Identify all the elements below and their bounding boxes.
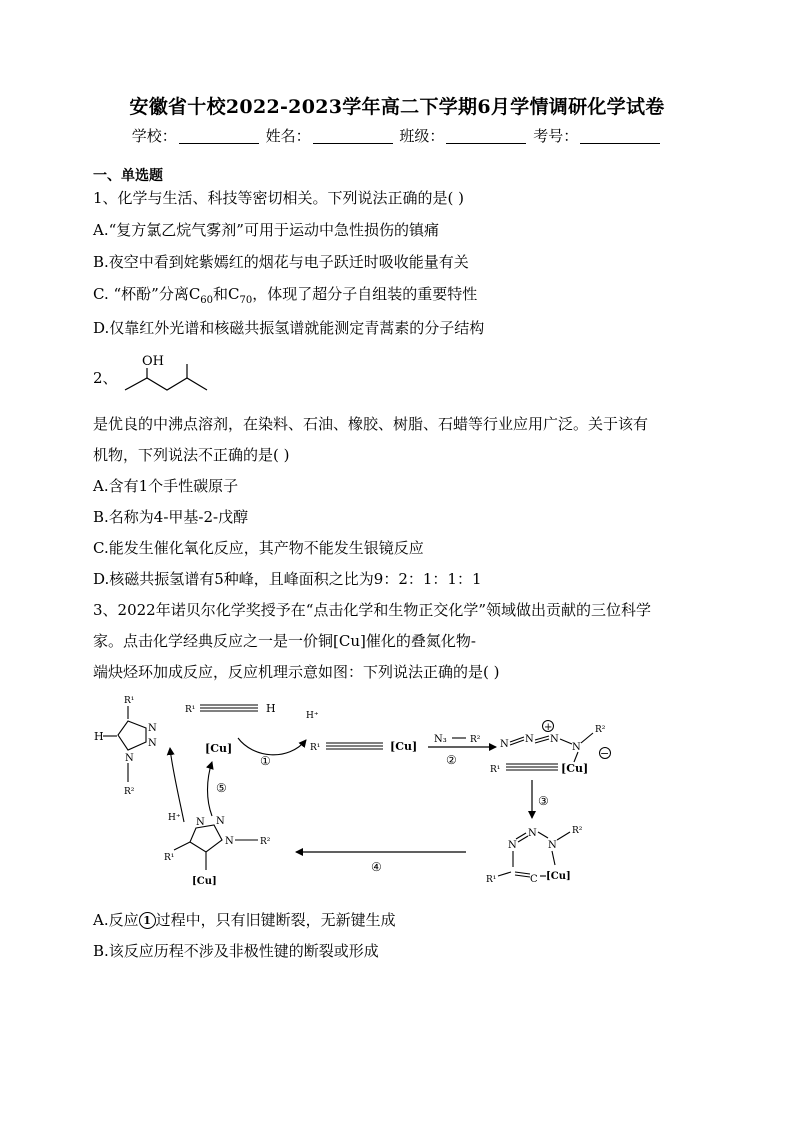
product-triazole <box>94 696 157 797</box>
q2-option-d: D.核磁共振氢谱有5种峰，且峰面积之比为9：2：1：1：1 <box>93 570 482 588</box>
q1-option-a: A.“复方氯乙烷气雾剂”可用于运动中急性损伤的镇痛 <box>93 221 439 239</box>
complex-cu-label: [Cu] <box>561 762 589 775</box>
step2-n3-label: N₃ <box>434 734 447 745</box>
complex-r2-label: R² <box>595 725 606 735</box>
q2-skeletal-structure <box>115 350 225 400</box>
q2-carbon-chain <box>125 378 207 390</box>
triazolide-r1-label: R¹ <box>164 853 175 863</box>
metallacycle-n-2: N <box>528 828 537 839</box>
complex-n-3: N <box>550 734 559 745</box>
product-r2-label: R² <box>124 787 135 797</box>
q2-option-a: A.含有1个手性碳原子 <box>93 477 239 495</box>
q3-a-text-1: A.反应 <box>93 911 139 929</box>
q2-stem-2: 机物，下列说法不正确的是( ) <box>93 446 290 464</box>
section-heading: 一、单选题 <box>93 168 163 184</box>
product-n-3: N <box>125 753 134 764</box>
class-blank[interactable] <box>446 129 526 144</box>
azide-cu-complex <box>490 721 611 776</box>
metallacycle-r2-label: R² <box>572 826 583 836</box>
step5-arrow-to-product <box>170 748 184 822</box>
reaction-mechanism-scheme <box>88 690 628 900</box>
school-blank[interactable] <box>179 129 259 144</box>
q1-c-sub-1: 60 <box>200 295 214 306</box>
q3-stem-1: 3、2022年诺贝尔化学奖授予在“点击化学和生物正交化学”领域做出贡献的三位科学 <box>93 601 652 619</box>
complex-n-1: N <box>500 739 509 750</box>
complex-n-4: N <box>572 742 581 753</box>
q3-stem-2: 家。点击化学经典反应之一是一价铜[Cu]催化的叠氮化物- <box>93 632 476 650</box>
triazolide-n-2: N <box>216 816 225 827</box>
product-n-1: N <box>148 723 157 734</box>
q3-stem-3: 端炔烃环加成反应，反应机理示意如图：下列说法正确的是( ) <box>93 663 500 681</box>
exam-no-blank[interactable] <box>580 129 660 144</box>
q3-a-circled-number: 1 <box>139 912 156 929</box>
step5-arrow-to-cu <box>208 762 213 816</box>
q1-stem: 1、化学与生活、科技等密切相关。下列说法正确的是( ) <box>93 189 465 207</box>
terminal-alkyne <box>185 702 276 715</box>
q1-c-sub-2: 70 <box>239 295 253 306</box>
metallacycle-r1-label: R¹ <box>486 875 497 885</box>
step1-arrow <box>238 738 306 755</box>
name-label: 姓名： <box>265 127 311 145</box>
metallacycle-n-1: N <box>508 840 517 851</box>
complex-plus-charge: + <box>544 722 553 733</box>
complex-r1-label: R¹ <box>490 765 501 775</box>
page-title: 安徽省十校2022-2023学年高二下学期6月学情调研化学试卷 <box>129 96 665 118</box>
student-info-row <box>0 125 794 146</box>
step1-h-plus: H⁺ <box>306 711 319 721</box>
q1-option-b: B.夜空中看到姹紫嫣红的烟花与电子跃迁时吸收能量有关 <box>93 253 469 271</box>
q2-option-c: C.能发生催化氧化反应，其产物不能发生银镜反应 <box>93 539 424 557</box>
q2-number: 2、 <box>93 369 118 387</box>
step1-label: ① <box>260 754 271 768</box>
metallacycle-n-3: N <box>548 840 557 851</box>
q2-option-b: B.名称为4-甲基-2-戊醇 <box>93 508 249 526</box>
q3-option-a <box>93 910 396 930</box>
alkyne-h-label: H <box>266 702 276 715</box>
triazolide-ring <box>190 825 222 852</box>
school-label: 学校： <box>131 127 177 145</box>
product-h-label: H <box>94 730 104 743</box>
product-n-2: N <box>148 738 157 749</box>
step4-label: ④ <box>371 860 382 874</box>
q2-stem-1: 是优良的中沸点溶剂，在染料、石油、橡胶、树脂、石蜡等行业应用广泛。关于该有 <box>93 415 649 433</box>
step5-h-plus: H⁺ <box>168 813 181 823</box>
q3-a-text-2: 过程中，只有旧键断裂，无新键生成 <box>155 911 396 929</box>
triazolide-n-3: N <box>225 836 234 847</box>
cu-catalyst-label: [Cu] <box>205 742 233 755</box>
triazolide-n-1: N <box>196 817 205 828</box>
complex-n-2: N <box>525 734 534 745</box>
complex-minus-charge: − <box>600 747 610 760</box>
acetylide-r1-label: R¹ <box>310 743 321 753</box>
metallacycle-cu-label: [Cu] <box>546 871 571 882</box>
copper-triazolide <box>164 816 271 887</box>
triazolide-cu-label: [Cu] <box>192 876 217 887</box>
class-label: 班级： <box>399 127 445 145</box>
exam-no-label: 考号： <box>533 127 579 145</box>
alkyne-r1-label: R¹ <box>185 705 196 715</box>
product-ring <box>118 721 146 750</box>
q1-c-text-3: ，体现了超分子自组装的重要特性 <box>252 285 478 303</box>
q1-option-d: D.仅靠红外光谱和核磁共振氢谱就能测定青蒿素的分子结构 <box>93 319 485 337</box>
acetylide-cu-label: [Cu] <box>390 740 418 753</box>
metallacycle-c-label: C <box>530 874 538 885</box>
q1-option-c <box>93 284 477 311</box>
step5-label: ⑤ <box>216 781 227 795</box>
step2-label: ② <box>446 753 457 767</box>
triazolide-r2-label: R² <box>260 837 271 847</box>
product-r1-label: R¹ <box>124 696 135 706</box>
copper-acetylide <box>310 740 417 753</box>
q1-c-text-2: 和C <box>213 285 240 303</box>
step3-label: ③ <box>538 794 549 808</box>
q2-oh-label: OH <box>142 354 164 369</box>
step2-r2-label: R² <box>470 735 481 745</box>
metallacycle-intermediate <box>486 826 583 885</box>
q3-option-b: B.该反应历程不涉及非极性键的断裂或形成 <box>93 942 379 960</box>
name-blank[interactable] <box>313 129 393 144</box>
q1-c-text-1: C. “杯酚”分离C <box>93 285 201 303</box>
